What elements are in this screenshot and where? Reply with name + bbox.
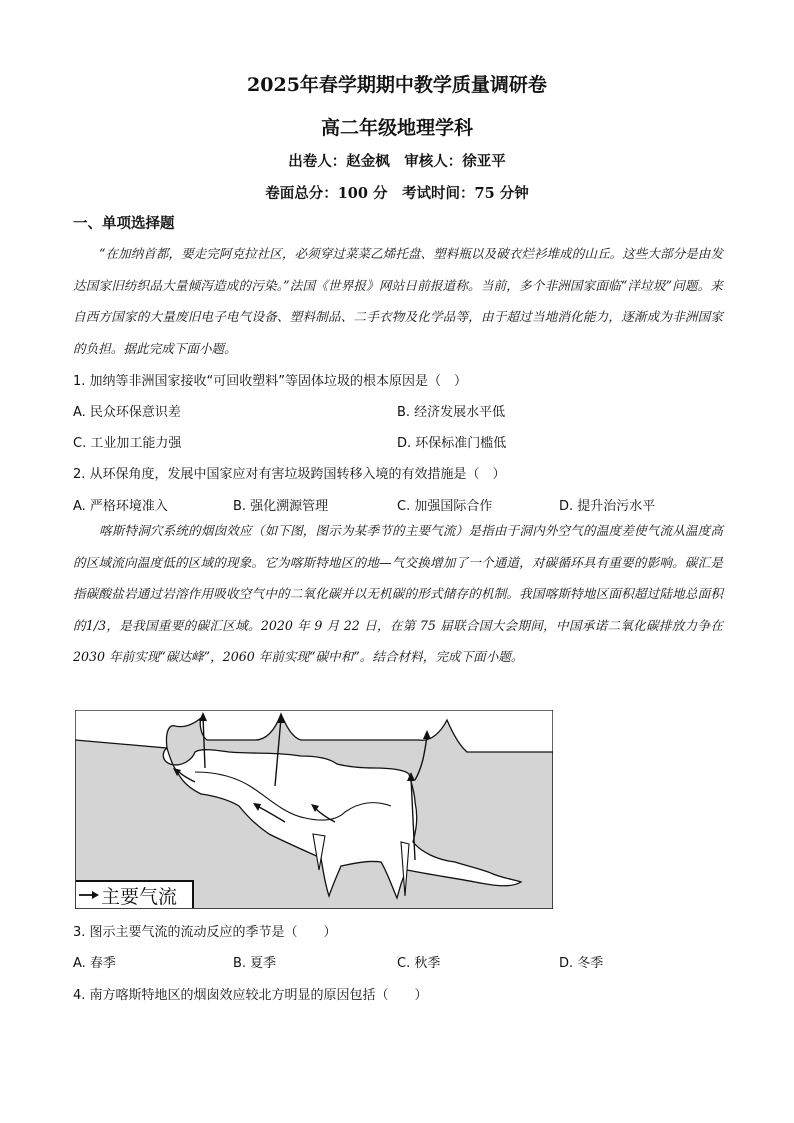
question-4: 4. 南方喀斯特地区的烟囱效应较北方明显的原因包括（ ） (73, 988, 428, 1003)
exam-authors: 出卷人：赵金枫 审核人：徐亚平 (288, 153, 506, 170)
q3-option-c: C. 秋季 (397, 956, 441, 971)
passage-2: 喀斯特洞穴系统的烟囱效应（如下图，图示为某季节的主要气流）是指由于洞内外空气的温度差使气流从温度高的区域流向温度低的区域的现象。它为喀斯特地区的地—气交换增加了一个通道，对碳循环具有重要的影响。碳汇是指碳酸盐岩通过岩溶作用吸收空气中的二氧化碳并以无机碳的形式储存的机制。我国喀斯特地区面积超过陆地总面积的1/3，是我国重要的碳汇区域。2020 年 9 月 22 日，在第 75 届联合国大会期间，中国承诺二氧化碳排放力争在 2030 年前实现“碳达峰”，2060 年前实现“碳中和”。结合材料，完成下面小题。 (73, 523, 723, 664)
question-3: 3. 图示主要气流的流动反应的季节是（ ） (73, 925, 337, 940)
q2-option-c: C. 加强国际合作 (397, 499, 493, 514)
q1-option-c: C. 工业加工能力强 (73, 436, 182, 451)
question-1: 1. 加纳等非洲国家接收“可回收塑料”等固体垃圾的根本原因是（ ） (73, 374, 468, 389)
exam-info: 卷面总分：100 分 考试时间：75 分钟 (265, 185, 529, 202)
q2-option-d: D. 提升治污水平 (559, 499, 656, 514)
q3-option-a: A. 春季 (73, 956, 116, 971)
question-2: 2. 从环保角度，发展中国家应对有害垃圾跨国转移入境的有效措施是（ ） (73, 467, 506, 482)
passage-1: “在加纳首都，要走完阿克拉社区，必须穿过菜菜乙烯托盘、塑料瓶以及破衣烂衫堆成的山丘。这些大部分是由发达国家旧纺织品大量倾泻造成的污染。”法国《世界报》网站日前报道称。当前，多个非洲国家面临“洋垃圾”问题。来自西方国家的大量废旧电子电气设备、塑料制品、二手衣物及化学品等，由于超过当地消化能力，逐渐成为非洲国家的负担。据此完成下面小题。 (73, 246, 723, 356)
q1-option-d: D. 环保标准门槛低 (397, 436, 507, 451)
q3-option-b: B. 夏季 (233, 956, 277, 971)
q2-option-a: A. 严格环境准入 (73, 499, 168, 514)
diagram-legend (76, 880, 194, 908)
q1-option-a: A. 民众环保意识差 (73, 405, 181, 420)
legend-arrow-icon (78, 890, 100, 900)
legend-label: 主要气流 (101, 885, 178, 908)
q2-option-b: B. 强化溯源管理 (233, 499, 329, 514)
section-title: 一、单项选择题 (73, 215, 175, 232)
exam-subtitle: 高二年级地理学科 (320, 117, 473, 139)
q1-option-b: B. 经济发展水平低 (397, 405, 506, 420)
q3-option-d: D. 冬季 (559, 956, 604, 971)
exam-title: 2025年春学期期中教学质量调研卷 (247, 74, 547, 96)
